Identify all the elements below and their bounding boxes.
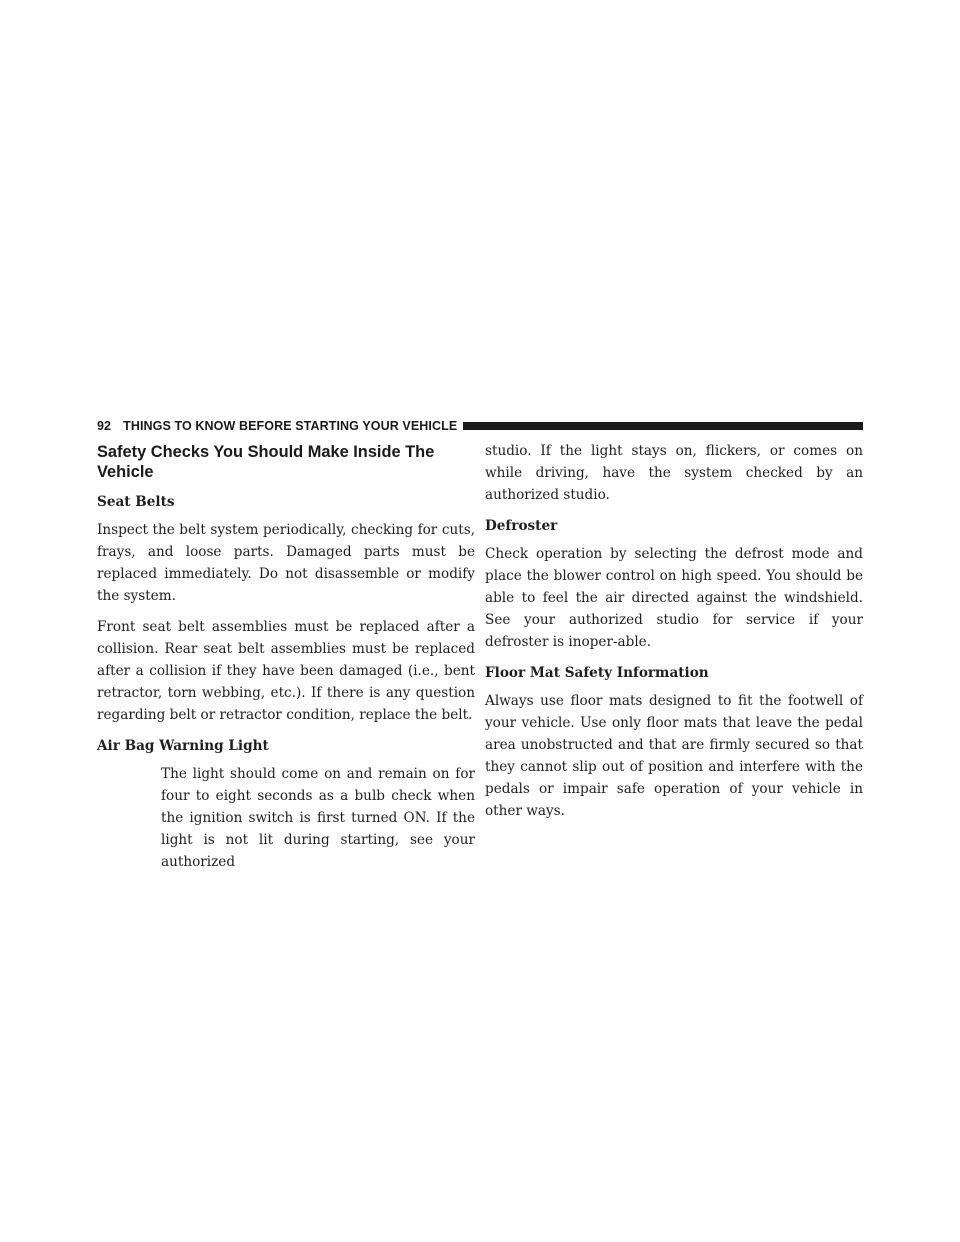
air-bag-warning-continued: studio. If the light stays on, flickers, or comes on while driving, have the system checked by an authorized studio. bbox=[485, 443, 863, 503]
section-heading: Safety Checks You Should Make Inside The Vehicle bbox=[97, 443, 435, 481]
seat-belts-paragraph-2: Front seat belt assemblies must be replaced after a collision. Rear seat belt assemblies must be replaced after a collision if they have been damaged (i.e., bent retractor, torn webbing, etc.). If there is any question regarding belt or retractor condition, replace the belt. bbox=[97, 619, 475, 723]
running-header bbox=[97, 419, 863, 433]
floor-mat-paragraph: Always use floor mats designed to fit the footwell of your vehicle. Use only floor mats that leave the pedal area unobstructed and that are firmly secured so that they cannot slip out of position and interfere with the pedals or impair safe operation of your vehicle in other ways. bbox=[485, 693, 863, 819]
page-number: 92 bbox=[97, 419, 112, 433]
seat-belts-paragraph-1: Inspect the belt system periodically, checking for cuts, frays, and loose parts. Damaged parts must be replaced immediately. Do not disassemble or modify the system. bbox=[97, 522, 475, 604]
air-bag-warning-paragraph: The light should come on and remain on for four to eight seconds as a bulb check when the ignition switch is first turned ON. If the light is not lit during starting, see your authorized bbox=[161, 766, 475, 870]
chapter-title: THINGS TO KNOW BEFORE STARTING YOUR VEHICLE bbox=[123, 419, 458, 433]
right-column bbox=[485, 440, 863, 831]
defroster-paragraph: Check operation by selecting the defrost mode and place the blower control on high speed. You should be able to feel the air directed against the windshield. See your authorized studio for service if your defroster is inoper-able. bbox=[485, 546, 863, 650]
defroster-heading: Defroster bbox=[485, 518, 558, 534]
header-rule bbox=[463, 422, 863, 430]
floor-mat-heading: Floor Mat Safety Information bbox=[485, 665, 709, 681]
left-column bbox=[97, 442, 475, 882]
air-bag-warning-heading: Air Bag Warning Light bbox=[97, 738, 269, 754]
seat-belts-heading: Seat Belts bbox=[97, 494, 175, 510]
